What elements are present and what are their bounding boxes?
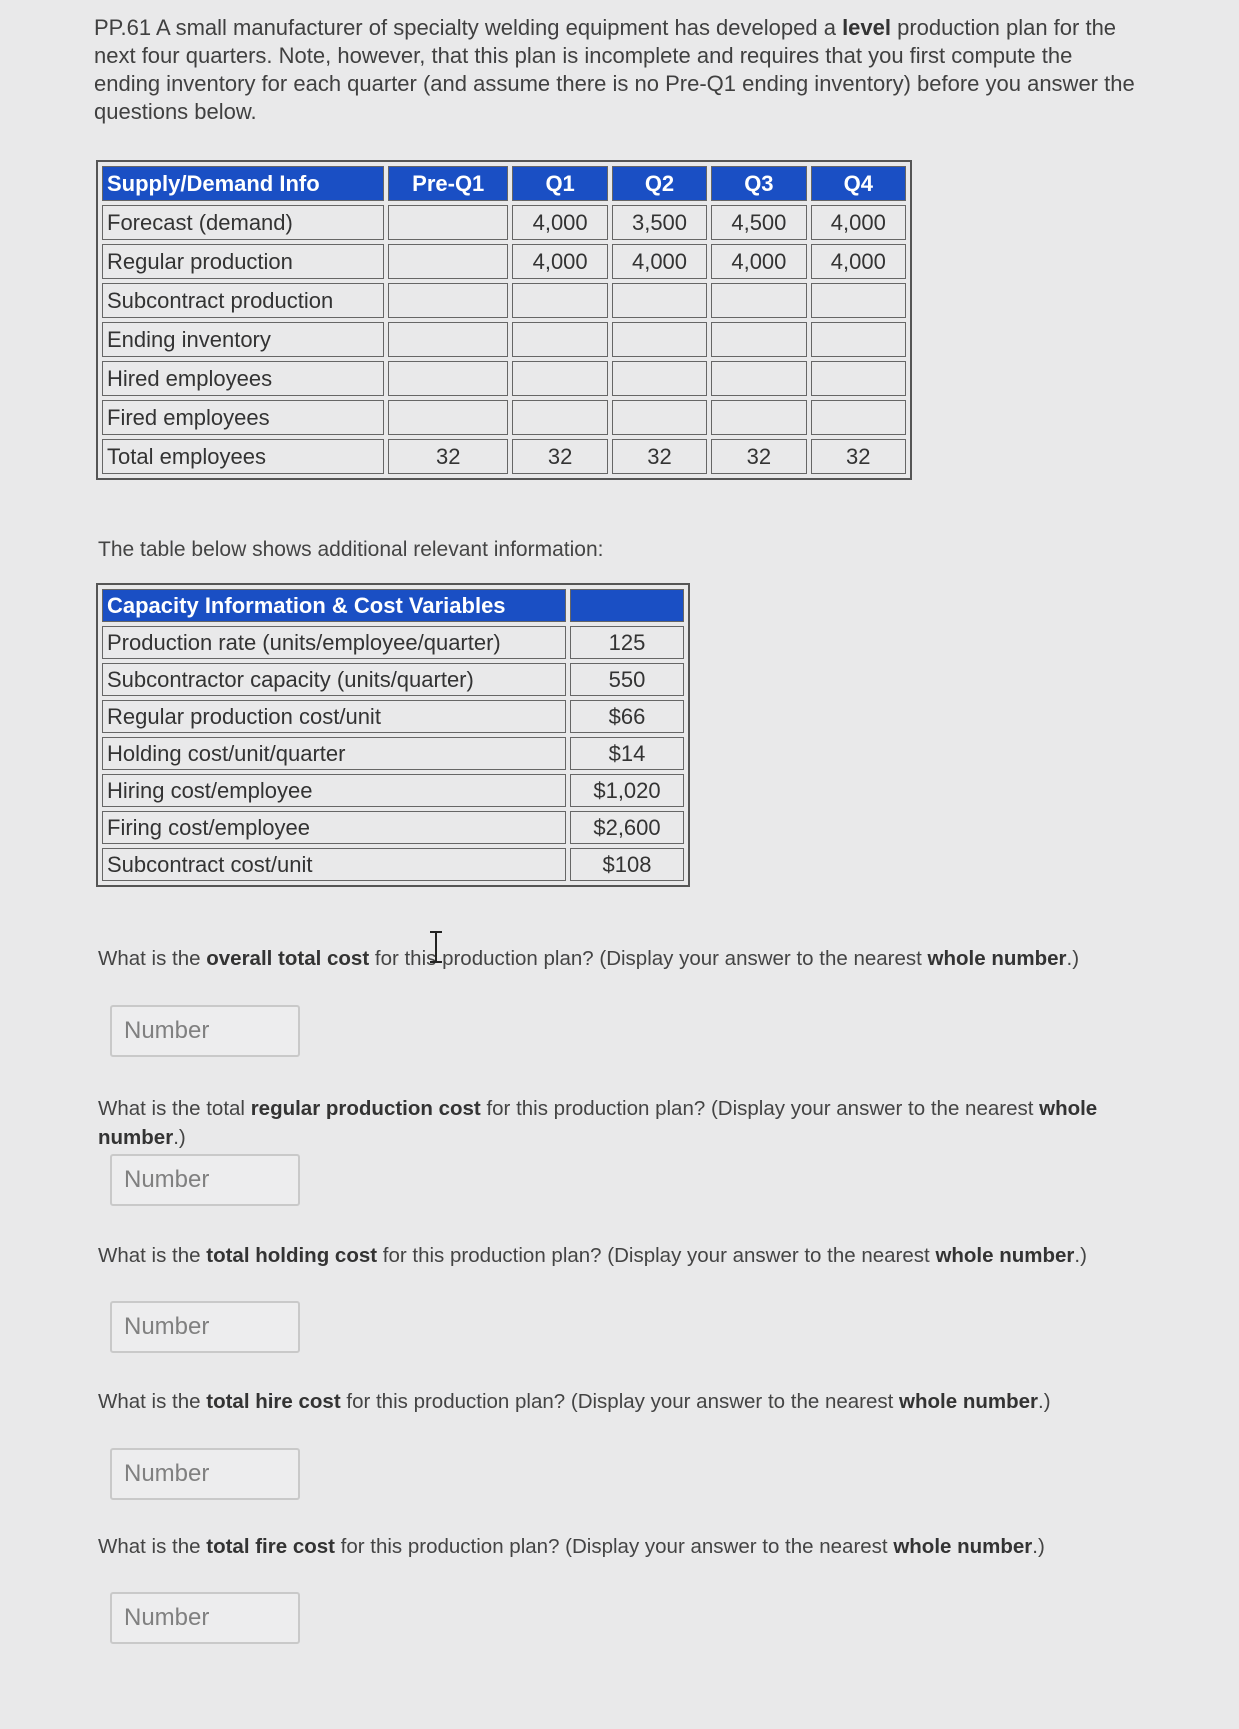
table-cell <box>711 283 806 318</box>
table-cell: $2,600 <box>570 811 684 844</box>
table-cell <box>811 322 906 357</box>
table-cell: 125 <box>570 626 684 659</box>
supply-header-label: Supply/Demand Info <box>102 166 384 201</box>
row-label: Ending inventory <box>102 322 384 357</box>
question-bold: total hire cost <box>206 1390 341 1413</box>
row-label: Hiring cost/employee <box>102 774 566 807</box>
table-cell <box>388 400 508 435</box>
row-label: Firing cost/employee <box>102 811 566 844</box>
table-cell: 32 <box>612 439 707 474</box>
table-cell: 4,000 <box>512 205 607 240</box>
row-label: Forecast (demand) <box>102 205 384 240</box>
table-cell: 4,000 <box>811 244 906 279</box>
table-cell <box>388 205 508 240</box>
question-text: .) <box>1032 1535 1045 1558</box>
table-cell <box>512 361 607 396</box>
capacity-header-value <box>570 589 684 622</box>
table-cell: 4,000 <box>811 205 906 240</box>
table-cell: $14 <box>570 737 684 770</box>
question-overall-total-cost <box>98 944 1098 973</box>
row-label: Subcontract cost/unit <box>102 848 566 881</box>
question-bold: whole number <box>899 1390 1038 1413</box>
question-text: for this production plan? (Display your answer to the nearest <box>340 1390 900 1413</box>
table-cell <box>711 400 806 435</box>
question-bold: total fire cost <box>206 1535 335 1558</box>
table-cell <box>512 322 607 357</box>
row-label: Regular production cost/unit <box>102 700 566 733</box>
problem-text-part-2: production plan for the next four quarters. Note, however, that this plan is incomplete and requires that you first compute the ending inventory for each quarter (and assume there is no Pre-Q1 ending inventory) before you answer the questions below. <box>94 15 1135 124</box>
question-bold: whole number <box>98 1097 1098 1149</box>
supply-header-q3: Q3 <box>711 166 806 201</box>
row-label: Subcontract production <box>102 283 384 318</box>
table-cell: 32 <box>388 439 508 474</box>
table-cell: $1,020 <box>570 774 684 807</box>
question-text: .) <box>1074 1244 1087 1267</box>
table-cell <box>612 361 707 396</box>
table-cell <box>811 361 906 396</box>
table-row <box>102 737 684 770</box>
table-cell: 32 <box>711 439 806 474</box>
row-label: Holding cost/unit/quarter <box>102 737 566 770</box>
table-cell: $66 <box>570 700 684 733</box>
capacity-header-label: Capacity Information & Cost Variables <box>102 589 566 622</box>
capacity-header-row <box>102 589 684 622</box>
row-label: Fired employees <box>102 400 384 435</box>
question-text: for this production plan? (Display your answer to the nearest <box>369 947 928 970</box>
table-cell: 3,500 <box>612 205 707 240</box>
table-cell <box>512 400 607 435</box>
question-text: for this production plan? (Display your answer to the nearest <box>377 1244 936 1267</box>
table-cell <box>811 283 906 318</box>
table-cell <box>388 244 508 279</box>
table-cell <box>512 283 607 318</box>
question-text: for this production plan? (Display your answer to the nearest <box>334 1535 894 1558</box>
question-text: What is the <box>98 947 207 970</box>
table-cell: 32 <box>512 439 607 474</box>
table-cell: $108 <box>570 848 684 881</box>
overall-total-cost-input[interactable] <box>110 1005 300 1057</box>
question-text: .) <box>1066 947 1080 970</box>
table-row <box>102 774 684 807</box>
table-cell <box>388 322 508 357</box>
question-text: What is the <box>98 1390 207 1413</box>
question-total-holding-cost <box>98 1241 1098 1270</box>
question-text: What is the <box>98 1535 207 1558</box>
table-cell <box>612 400 707 435</box>
table-cell <box>612 283 707 318</box>
question-bold: whole number <box>935 1244 1075 1267</box>
table-cell: 4,000 <box>711 244 806 279</box>
supply-header-preq1: Pre-Q1 <box>388 166 508 201</box>
table-row <box>102 700 684 733</box>
supply-header-row <box>102 166 906 201</box>
table-row <box>102 439 906 474</box>
capacity-cost-table <box>96 583 690 887</box>
table-row <box>102 205 906 240</box>
row-label: Production rate (units/employee/quarter) <box>102 626 566 659</box>
question-text: What is the total <box>98 1097 251 1120</box>
table-cell: 4,500 <box>711 205 806 240</box>
question-total-fire-cost <box>98 1532 1098 1561</box>
question-bold: total holding cost <box>206 1244 378 1267</box>
question-text: for this production plan? (Display your answer to the nearest <box>480 1097 1040 1120</box>
table-row <box>102 811 684 844</box>
question-text: .) <box>1038 1390 1051 1413</box>
total-holding-cost-input[interactable] <box>110 1301 300 1353</box>
table-row <box>102 322 906 357</box>
question-text: What is the <box>98 1244 207 1267</box>
problem-statement <box>94 14 1144 126</box>
supply-demand-table <box>96 160 912 480</box>
supply-header-q2: Q2 <box>612 166 707 201</box>
row-label: Hired employees <box>102 361 384 396</box>
table-cell <box>388 361 508 396</box>
total-hire-cost-input[interactable] <box>110 1448 300 1500</box>
table-row <box>102 361 906 396</box>
question-bold: whole number <box>893 1535 1033 1558</box>
text-cursor-icon <box>428 930 444 964</box>
table-cell <box>388 283 508 318</box>
table-row <box>102 848 684 881</box>
question-text: .) <box>173 1126 186 1149</box>
table-row <box>102 663 684 696</box>
table-row <box>102 283 906 318</box>
table-cell <box>612 322 707 357</box>
total-fire-cost-input[interactable] <box>110 1592 300 1644</box>
question-bold: regular production cost <box>250 1097 481 1120</box>
question-total-hire-cost <box>98 1387 1098 1416</box>
problem-text-part-1: PP.61 A small manufacturer of specialty welding equipment has developed a <box>94 15 843 40</box>
question-bold: overall total cost <box>206 947 370 970</box>
question-regular-production-cost <box>98 1094 1098 1152</box>
table-row <box>102 400 906 435</box>
table-cell: 4,000 <box>512 244 607 279</box>
table-cell <box>811 400 906 435</box>
table-cell: 4,000 <box>612 244 707 279</box>
row-label: Subcontractor capacity (units/quarter) <box>102 663 566 696</box>
regular-production-cost-input[interactable] <box>110 1154 300 1206</box>
table-row <box>102 626 684 659</box>
problem-text-bold: level <box>842 15 891 40</box>
table-cell: 550 <box>570 663 684 696</box>
table-row <box>102 244 906 279</box>
table-cell <box>711 361 806 396</box>
supply-header-q4: Q4 <box>811 166 906 201</box>
row-label: Total employees <box>102 439 384 474</box>
capacity-intro-text: The table below shows additional relevant information: <box>98 538 604 561</box>
table-cell <box>711 322 806 357</box>
row-label: Regular production <box>102 244 384 279</box>
question-bold: whole number <box>927 947 1067 970</box>
table-cell: 32 <box>811 439 906 474</box>
supply-header-q1: Q1 <box>512 166 607 201</box>
